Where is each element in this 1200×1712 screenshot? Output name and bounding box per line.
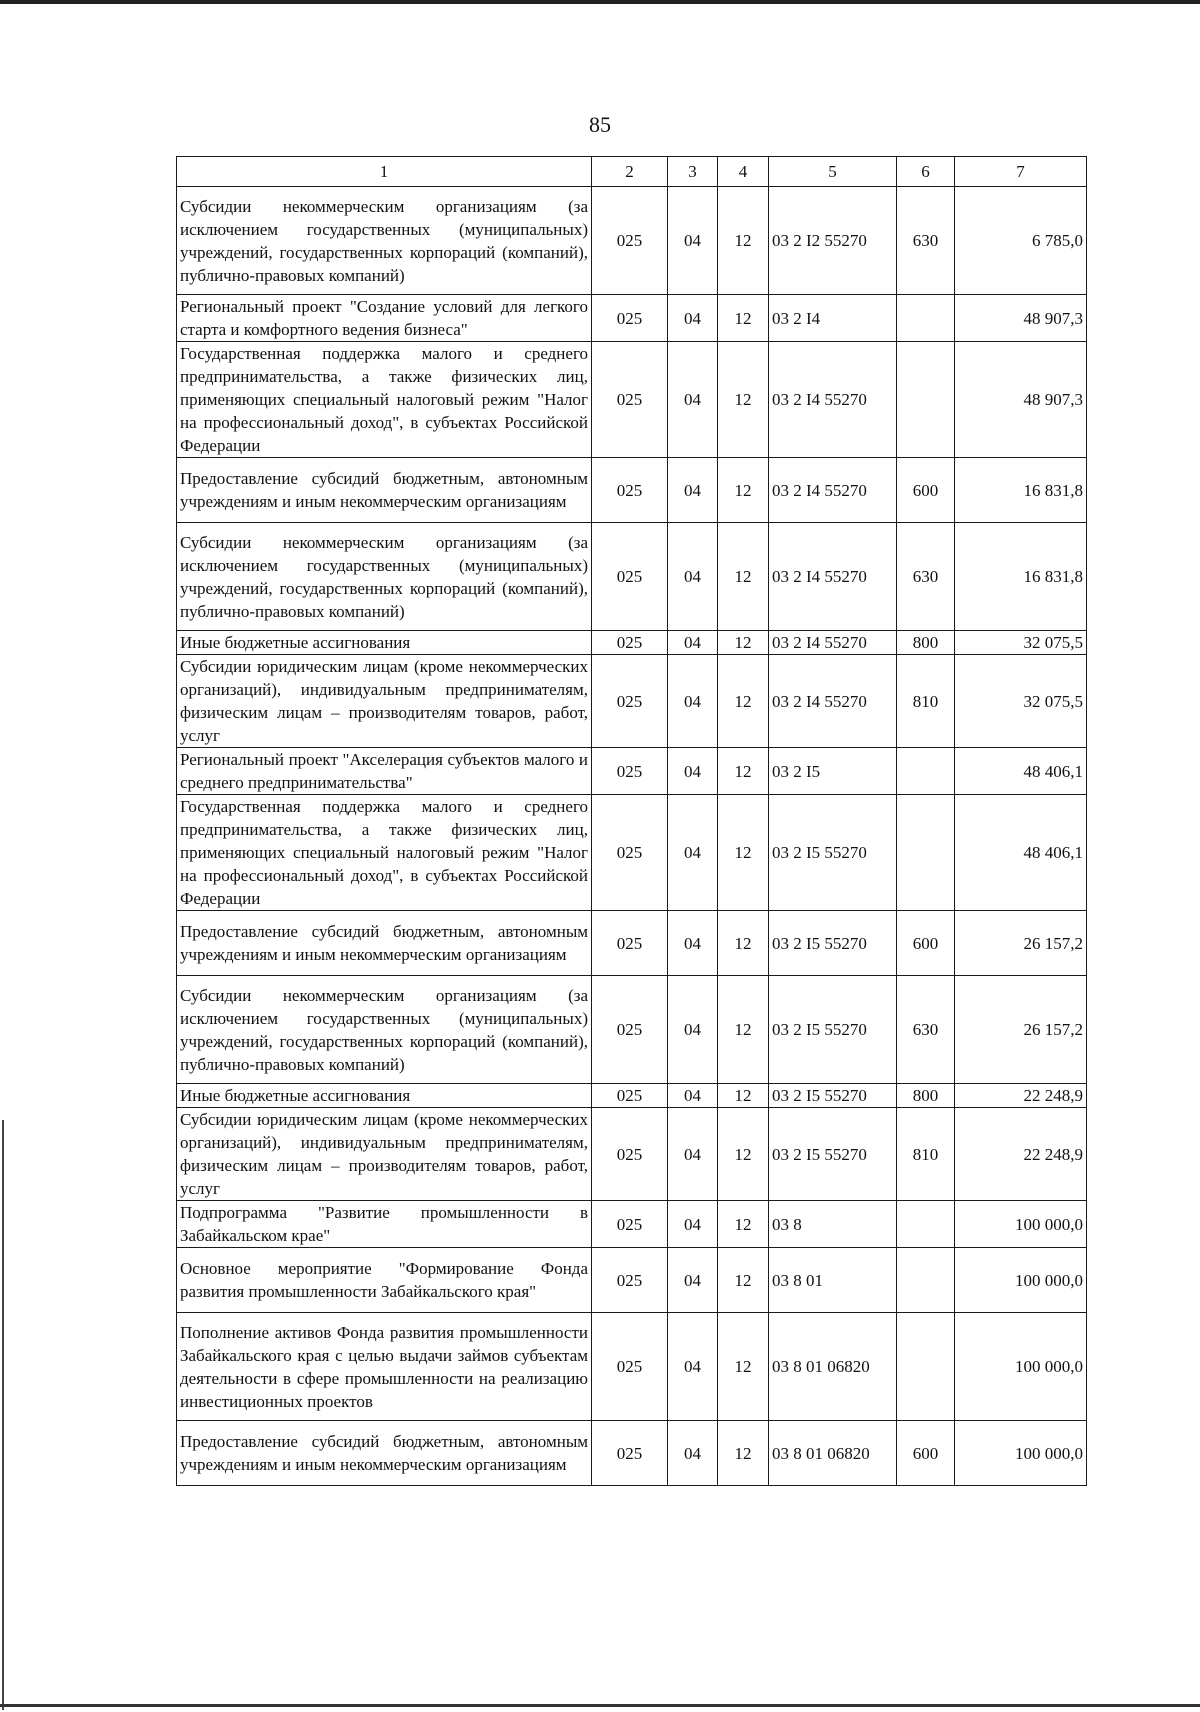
- page-number: 85: [589, 112, 611, 137]
- amount: 32 075,5: [955, 631, 1087, 655]
- section-code: 04: [668, 911, 718, 976]
- amount: 16 831,8: [955, 458, 1087, 523]
- section-code: 04: [668, 523, 718, 631]
- section-code: 04: [668, 1248, 718, 1313]
- subsection-code: 12: [718, 295, 769, 342]
- expense-type-code: 630: [897, 523, 955, 631]
- table-row: [177, 1421, 1087, 1486]
- header-row: [177, 157, 1087, 187]
- table-row: [177, 187, 1087, 295]
- column-header-1: 1: [177, 157, 592, 187]
- table-row: [177, 911, 1087, 976]
- column-header-5: 5: [769, 157, 897, 187]
- table-row: [177, 342, 1087, 458]
- target-article-code: 03 8 01 06820: [769, 1313, 897, 1421]
- section-code: 04: [668, 1421, 718, 1486]
- section-code: 04: [668, 748, 718, 795]
- table-row: [177, 976, 1087, 1084]
- table-body: [177, 187, 1087, 1486]
- expense-type-code: 800: [897, 631, 955, 655]
- subsection-code: 12: [718, 655, 769, 748]
- table-row: [177, 1313, 1087, 1421]
- section-code: 04: [668, 458, 718, 523]
- amount: 100 000,0: [955, 1248, 1087, 1313]
- expense-type-code: 600: [897, 458, 955, 523]
- expense-type-code: 810: [897, 1108, 955, 1201]
- target-article-code: 03 2 I4 55270: [769, 342, 897, 458]
- ministry-code: 025: [592, 342, 668, 458]
- subsection-code: 12: [718, 1108, 769, 1201]
- amount: 100 000,0: [955, 1421, 1087, 1486]
- target-article-code: 03 8 01: [769, 1248, 897, 1313]
- item-name: Государственная поддержка малого и среднего предпринимательства, а также физических лиц, применяющих специальный налоговый режим "Налог на профессиональный доход", в субъектах Российской Федерации: [177, 795, 592, 911]
- item-name: Предоставление субсидий бюджетным, автономным учреждениям и иным некоммерческим организациям: [177, 911, 592, 976]
- expense-type-code: [897, 748, 955, 795]
- column-header-4: 4: [718, 157, 769, 187]
- ministry-code: 025: [592, 748, 668, 795]
- subsection-code: 12: [718, 458, 769, 523]
- item-name: Государственная поддержка малого и среднего предпринимательства, а также физических лиц, применяющих специальный налоговый режим "Налог на профессиональный доход", в субъектах Российской Федерации: [177, 342, 592, 458]
- item-name: Основное мероприятие "Формирование Фонда развития промышленности Забайкальского края": [177, 1248, 592, 1313]
- subsection-code: 12: [718, 1248, 769, 1313]
- target-article-code: 03 2 I5 55270: [769, 976, 897, 1084]
- item-name: Иные бюджетные ассигнования: [177, 631, 592, 655]
- ministry-code: 025: [592, 911, 668, 976]
- section-code: 04: [668, 795, 718, 911]
- amount: 22 248,9: [955, 1108, 1087, 1201]
- amount: 16 831,8: [955, 523, 1087, 631]
- table-row: [177, 1108, 1087, 1201]
- section-code: 04: [668, 655, 718, 748]
- item-name: Предоставление субсидий бюджетным, автономным учреждениям и иным некоммерческим организациям: [177, 1421, 592, 1486]
- section-code: 04: [668, 631, 718, 655]
- amount: 48 406,1: [955, 795, 1087, 911]
- item-name: Субсидии некоммерческим организациям (за исключением государственных (муниципальных) учреждений, государственных корпораций (компаний), публично-правовых компаний): [177, 976, 592, 1084]
- item-name: Иные бюджетные ассигнования: [177, 1084, 592, 1108]
- subsection-code: 12: [718, 911, 769, 976]
- section-code: 04: [668, 1201, 718, 1248]
- scan-edge-left: [2, 1120, 4, 1710]
- table-row: [177, 748, 1087, 795]
- table-row: [177, 1201, 1087, 1248]
- ministry-code: 025: [592, 1248, 668, 1313]
- table-row: [177, 458, 1087, 523]
- expense-type-code: 600: [897, 1421, 955, 1486]
- ministry-code: 025: [592, 1201, 668, 1248]
- section-code: 04: [668, 1108, 718, 1201]
- scan-edge-top: [0, 0, 1200, 4]
- subsection-code: 12: [718, 1201, 769, 1248]
- amount: 26 157,2: [955, 911, 1087, 976]
- target-article-code: 03 2 I5 55270: [769, 1084, 897, 1108]
- section-code: 04: [668, 342, 718, 458]
- expense-type-code: [897, 1313, 955, 1421]
- amount: 48 907,3: [955, 295, 1087, 342]
- table-row: [177, 1248, 1087, 1313]
- ministry-code: 025: [592, 976, 668, 1084]
- item-name: Подпрограмма "Развитие промышленности в Забайкальском крае": [177, 1201, 592, 1248]
- amount: 32 075,5: [955, 655, 1087, 748]
- subsection-code: 12: [718, 187, 769, 295]
- target-article-code: 03 2 I4 55270: [769, 655, 897, 748]
- amount: 48 406,1: [955, 748, 1087, 795]
- column-header-3: 3: [668, 157, 718, 187]
- ministry-code: 025: [592, 523, 668, 631]
- ministry-code: 025: [592, 795, 668, 911]
- subsection-code: 12: [718, 1421, 769, 1486]
- column-header-2: 2: [592, 157, 668, 187]
- subsection-code: 12: [718, 1313, 769, 1421]
- amount: 100 000,0: [955, 1313, 1087, 1421]
- expense-type-code: [897, 295, 955, 342]
- amount: 100 000,0: [955, 1201, 1087, 1248]
- subsection-code: 12: [718, 976, 769, 1084]
- target-article-code: 03 2 I5 55270: [769, 911, 897, 976]
- column-header-6: 6: [897, 157, 955, 187]
- ministry-code: 025: [592, 458, 668, 523]
- subsection-code: 12: [718, 1084, 769, 1108]
- table-row: [177, 631, 1087, 655]
- budget-table: [176, 156, 1087, 1486]
- table-row: [177, 523, 1087, 631]
- subsection-code: 12: [718, 342, 769, 458]
- item-name: Субсидии юридическим лицам (кроме некоммерческих организаций), индивидуальным предпринимателям, физическим лицам – производителям товаров, работ, услуг: [177, 655, 592, 748]
- item-name: Региональный проект "Создание условий для легкого старта и комфортного ведения бизнеса": [177, 295, 592, 342]
- amount: 48 907,3: [955, 342, 1087, 458]
- subsection-code: 12: [718, 795, 769, 911]
- table-row: [177, 1084, 1087, 1108]
- section-code: 04: [668, 1313, 718, 1421]
- table-header: [177, 157, 1087, 187]
- subsection-code: 12: [718, 631, 769, 655]
- expense-type-code: 600: [897, 911, 955, 976]
- target-article-code: 03 2 I5 55270: [769, 1108, 897, 1201]
- target-article-code: 03 2 I5 55270: [769, 795, 897, 911]
- target-article-code: 03 8: [769, 1201, 897, 1248]
- expense-type-code: 810: [897, 655, 955, 748]
- ministry-code: 025: [592, 187, 668, 295]
- target-article-code: 03 2 I4: [769, 295, 897, 342]
- column-header-7: 7: [955, 157, 1087, 187]
- amount: 26 157,2: [955, 976, 1087, 1084]
- item-name: Субсидии юридическим лицам (кроме некоммерческих организаций), индивидуальным предпринимателям, физическим лицам – производителям товаров, работ, услуг: [177, 1108, 592, 1201]
- section-code: 04: [668, 187, 718, 295]
- amount: 6 785,0: [955, 187, 1087, 295]
- item-name: Региональный проект "Акселерация субъектов малого и среднего предпринимательства": [177, 748, 592, 795]
- expense-type-code: [897, 342, 955, 458]
- expense-type-code: 630: [897, 187, 955, 295]
- expense-type-code: [897, 1248, 955, 1313]
- scan-edge-bottom: [0, 1704, 1200, 1707]
- expense-type-code: [897, 1201, 955, 1248]
- ministry-code: 025: [592, 1108, 668, 1201]
- ministry-code: 025: [592, 295, 668, 342]
- section-code: 04: [668, 295, 718, 342]
- item-name: Субсидии некоммерческим организациям (за исключением государственных (муниципальных) учреждений, государственных корпораций (компаний), публично-правовых компаний): [177, 187, 592, 295]
- target-article-code: 03 2 I4 55270: [769, 458, 897, 523]
- section-code: 04: [668, 1084, 718, 1108]
- target-article-code: 03 2 I4 55270: [769, 523, 897, 631]
- subsection-code: 12: [718, 748, 769, 795]
- target-article-code: 03 2 I2 55270: [769, 187, 897, 295]
- table-row: [177, 655, 1087, 748]
- ministry-code: 025: [592, 1084, 668, 1108]
- target-article-code: 03 2 I4 55270: [769, 631, 897, 655]
- target-article-code: 03 2 I5: [769, 748, 897, 795]
- subsection-code: 12: [718, 523, 769, 631]
- table-row: [177, 295, 1087, 342]
- ministry-code: 025: [592, 1313, 668, 1421]
- ministry-code: 025: [592, 655, 668, 748]
- ministry-code: 025: [592, 1421, 668, 1486]
- section-code: 04: [668, 976, 718, 1084]
- ministry-code: 025: [592, 631, 668, 655]
- amount: 22 248,9: [955, 1084, 1087, 1108]
- item-name: Субсидии некоммерческим организациям (за исключением государственных (муниципальных) учреждений, государственных корпораций (компаний), публично-правовых компаний): [177, 523, 592, 631]
- item-name: Пополнение активов Фонда развития промышленности Забайкальского края с целью выдачи займов субъектам деятельности в сфере промышленности на реализацию инвестиционных проектов: [177, 1313, 592, 1421]
- table-row: [177, 795, 1087, 911]
- expense-type-code: 800: [897, 1084, 955, 1108]
- expense-type-code: [897, 795, 955, 911]
- expense-type-code: 630: [897, 976, 955, 1084]
- item-name: Предоставление субсидий бюджетным, автономным учреждениям и иным некоммерческим организациям: [177, 458, 592, 523]
- target-article-code: 03 8 01 06820: [769, 1421, 897, 1486]
